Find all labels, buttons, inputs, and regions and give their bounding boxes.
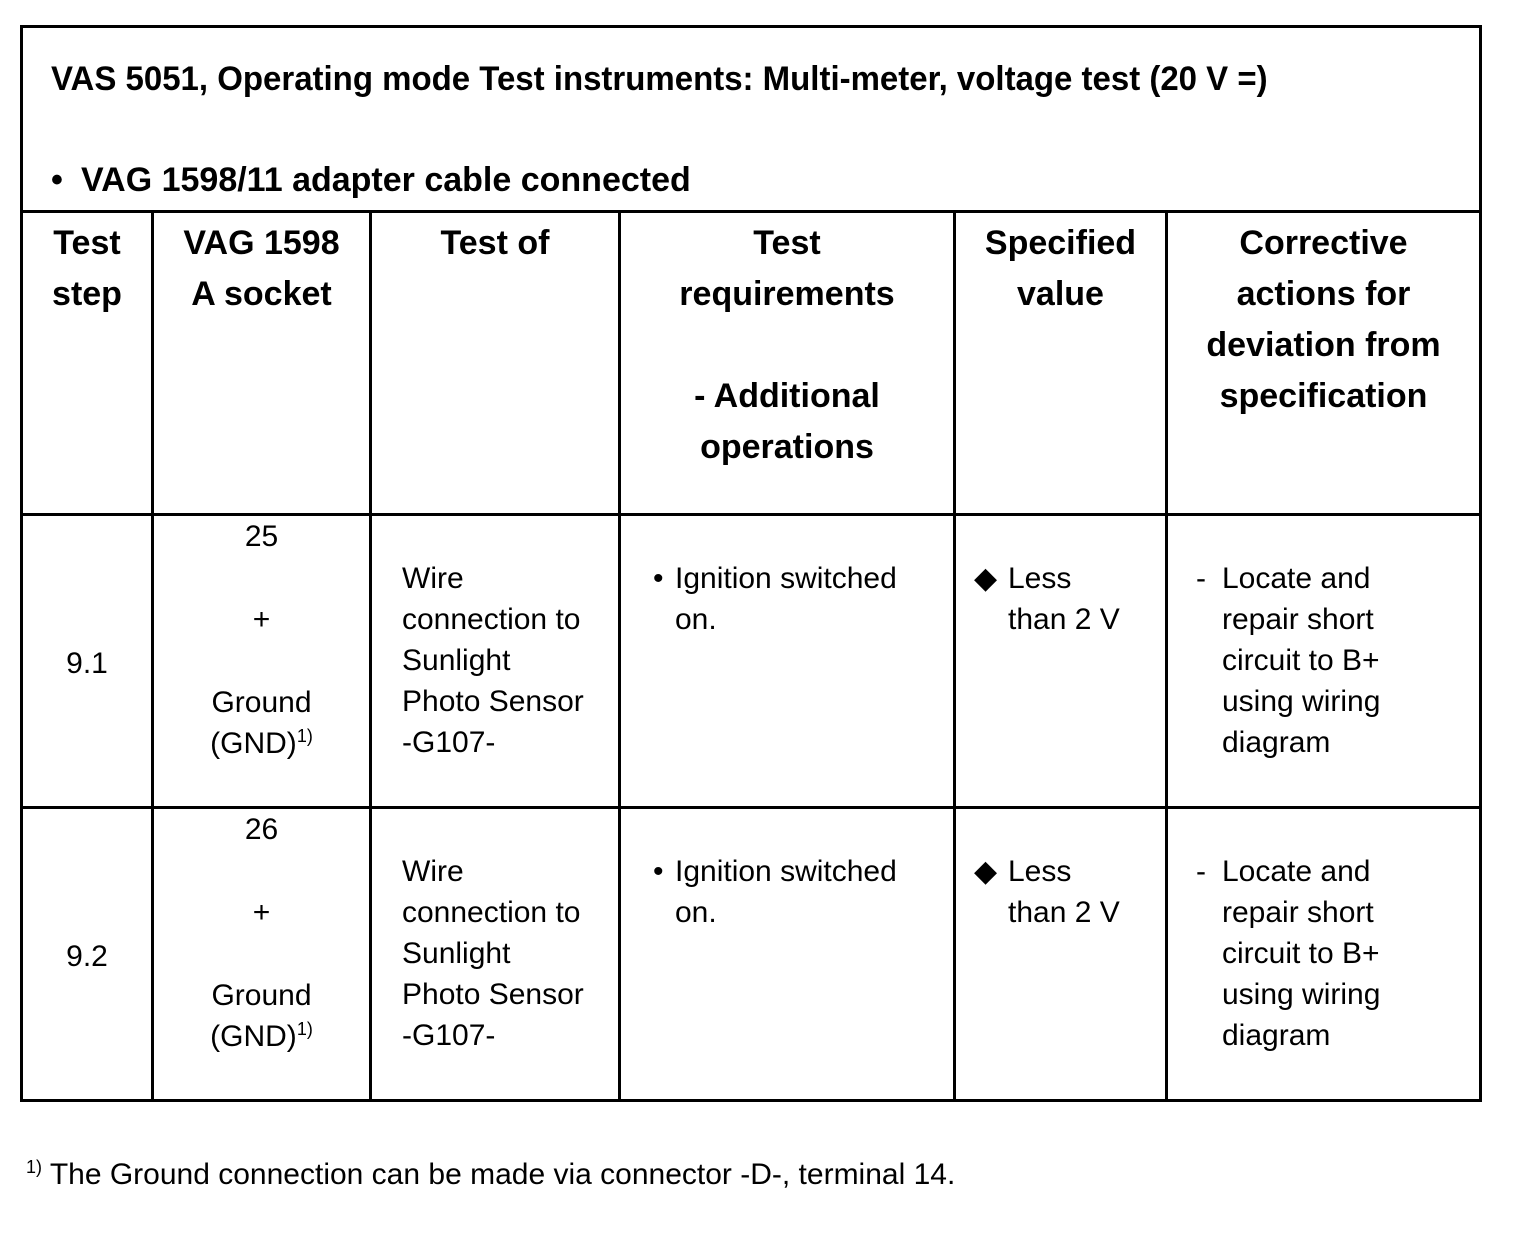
test-of-line: -G107- [402, 1019, 496, 1052]
cell-specified [955, 515, 1167, 808]
cell-requirements [620, 808, 955, 1101]
column-header-row [22, 212, 1481, 515]
spec-line: than 2 V [1008, 896, 1120, 929]
column-header-line: step [52, 275, 122, 313]
spec-line: Less [1008, 855, 1072, 888]
cell-corrective [1167, 515, 1481, 808]
test-step-value: 9.2 [66, 940, 108, 973]
cell-requirements [620, 515, 955, 808]
dash-marker: - [1196, 562, 1206, 595]
corrective-line: Locate and [1222, 855, 1371, 888]
test-step-value: 9.1 [66, 647, 108, 680]
column-header-requirements [620, 212, 955, 515]
cell-test-of [371, 808, 620, 1101]
column-header-line: - Additional [694, 377, 880, 415]
column-header-line: VAG 1598 [183, 224, 340, 262]
column-header-line: Test of [440, 224, 550, 262]
cell-specified [955, 808, 1167, 1101]
test-of-line: -G107- [402, 726, 496, 759]
test-of-line: Sunlight [402, 644, 511, 677]
plus-sign: + [252, 603, 271, 636]
table-row [22, 515, 1481, 808]
cell-test-step [22, 515, 153, 808]
requirement-line: Ignition switched [675, 562, 897, 595]
table-header-cell [22, 27, 1481, 212]
test-of-line: connection to [402, 603, 581, 636]
corrective-line: using wiring [1222, 978, 1381, 1011]
requirement-line: on. [675, 896, 717, 929]
column-header-line: requirements [679, 275, 895, 313]
requirement-line: on. [675, 603, 717, 636]
test-of-line: Wire [402, 562, 464, 595]
column-header-test-step [22, 212, 153, 515]
adapter-note-text: VAG 1598/11 adapter cable connected [81, 161, 691, 199]
adapter-note [51, 161, 691, 200]
corrective-line: diagram [1222, 726, 1331, 759]
test-of-line: Photo Sensor [402, 685, 584, 718]
socket-number: 25 [244, 520, 279, 553]
cell-socket [153, 515, 371, 808]
test-table [20, 25, 1482, 1102]
footnote-ref: 1) [296, 1019, 313, 1039]
bullet-icon: • [653, 562, 664, 595]
plus-sign: + [252, 896, 271, 929]
column-header-line: actions for [1236, 275, 1411, 313]
corrective-line: circuit to B+ [1222, 937, 1380, 970]
column-header-line: deviation from [1206, 326, 1441, 364]
corrective-line: using wiring [1222, 685, 1381, 718]
column-header-line: Specified [984, 224, 1137, 262]
column-header-line: Corrective [1239, 224, 1408, 262]
column-header-line: Test [753, 224, 821, 262]
corrective-line: diagram [1222, 1019, 1331, 1052]
cell-test-of [371, 515, 620, 808]
test-of-line: Wire [402, 855, 464, 888]
ground-label: Ground [211, 979, 312, 1012]
requirement-line: Ignition switched [675, 855, 897, 888]
spec-line: Less [1008, 562, 1072, 595]
spec-line: than 2 V [1008, 603, 1120, 636]
test-of-line: Photo Sensor [402, 978, 584, 1011]
document-title: VAS 5051, Operating mode Test instruments: Multi-meter, voltage test (20 V =) [51, 60, 1268, 98]
cell-test-step [22, 808, 153, 1101]
footnote-text: The Ground connection can be made via connector -D-, terminal 14. [49, 1158, 956, 1191]
bullet-icon: • [653, 855, 664, 888]
column-header-line: value [1017, 275, 1104, 313]
column-header-line: operations [700, 428, 874, 466]
footnote [26, 1158, 955, 1192]
cell-socket [153, 808, 371, 1101]
diamond-icon: ◆ [974, 855, 998, 888]
column-header-line: A socket [191, 275, 332, 313]
gnd-label: (GND) [210, 727, 297, 760]
cell-corrective [1167, 808, 1481, 1101]
bullet-icon: • [51, 161, 63, 199]
corrective-line: circuit to B+ [1222, 644, 1380, 677]
column-header-specified [955, 212, 1167, 515]
corrective-line: repair short [1222, 896, 1374, 929]
socket-number: 26 [244, 813, 279, 846]
column-header-line: specification [1219, 377, 1428, 415]
dash-marker: - [1196, 855, 1206, 888]
test-of-line: Sunlight [402, 937, 511, 970]
footnote-marker: 1) [26, 1157, 43, 1177]
column-header-line: Test [53, 224, 121, 262]
column-header-test-of [371, 212, 620, 515]
test-of-line: connection to [402, 896, 581, 929]
gnd-label: (GND) [210, 1020, 297, 1053]
table-row [22, 808, 1481, 1101]
column-header-corrective [1167, 212, 1481, 515]
corrective-line: repair short [1222, 603, 1374, 636]
column-header-socket [153, 212, 371, 515]
diamond-icon: ◆ [974, 562, 998, 595]
corrective-line: Locate and [1222, 562, 1371, 595]
ground-label: Ground [211, 686, 312, 719]
footnote-ref: 1) [296, 726, 313, 746]
